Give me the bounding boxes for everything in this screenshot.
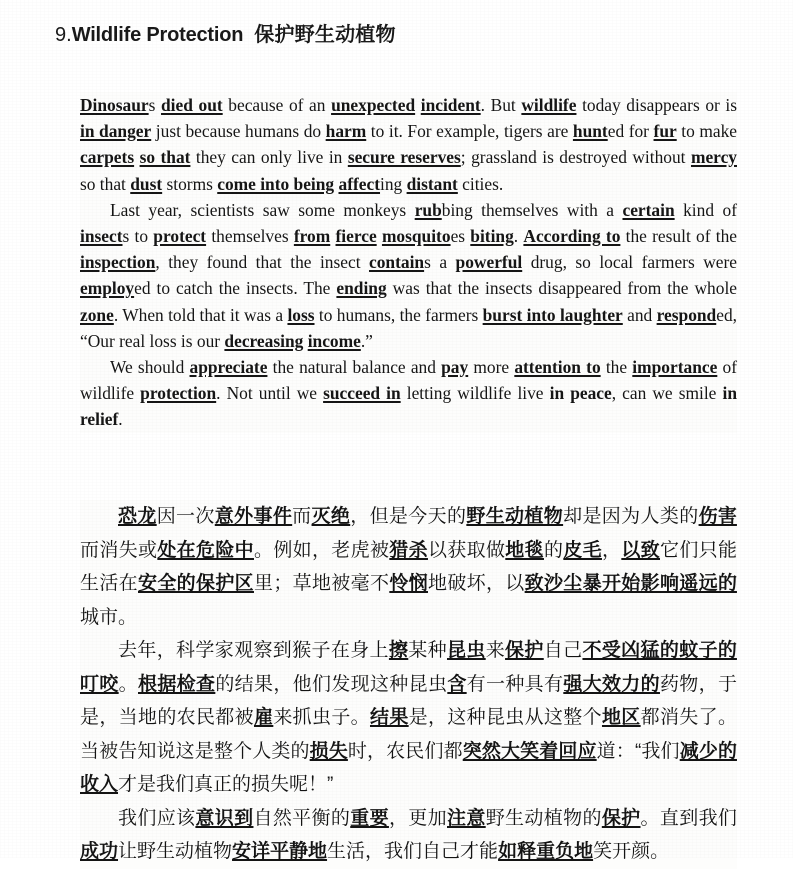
cn-keyword-ditan: 地毯 xyxy=(505,539,544,561)
keyword-died-out: died out xyxy=(161,95,223,115)
english-paragraph-2: Last year, scientists saw some monkeys rubbing themselves with a certain kind of insects to protect themselves from fierce mosquitoes biting. According to the result of the inspection, they found that the insect contains a powerful drug, so local farmers were employed to catch the insects. The ending was that the insects disappeared from the whole zone. When told that it was a loss to humans, the farmers burst into laughter and responded, “Our real loss is our decreasing income.” xyxy=(80,199,737,351)
cn-keyword-kunchong: 昆虫 xyxy=(446,640,486,661)
cn-keyword-qiangdaxiaolide: 强大效力的 xyxy=(563,673,660,695)
cn-keyword-liesha: 猎杀 xyxy=(389,539,428,561)
keyword-insects: insect xyxy=(80,226,123,247)
keyword-zone: zone xyxy=(80,304,114,325)
cn-keyword-chenggong: 成功 xyxy=(80,841,119,862)
cn-keyword-turandaxiaozhehuiying: 突然大笑着回应 xyxy=(462,740,597,762)
cn-keyword-gu: 雇 xyxy=(253,707,274,728)
cn-keyword-pimao: 皮毛 xyxy=(563,539,602,561)
cn-keyword-ca: 擦 xyxy=(388,640,409,661)
english-passage xyxy=(80,92,737,433)
cn-keyword-genjujiancha: 根据检查 xyxy=(138,673,216,695)
keyword-appreciate: appreciate xyxy=(189,357,268,378)
keyword-certain: certain xyxy=(622,199,675,220)
page-title-english: Wildlife Protection xyxy=(71,24,244,46)
cn-keyword-baohu: 保护 xyxy=(505,640,544,661)
keyword-powerful: powerful xyxy=(455,252,523,273)
keyword-burst-into-laughter: burst into laughter xyxy=(482,304,623,325)
cn-keyword-busoumeng: 不受凶猛的蚊子的叮咬 xyxy=(80,640,737,695)
keyword-fur: fur xyxy=(653,121,677,142)
cn-keyword-lianmin: 怜悯 xyxy=(389,573,428,594)
keyword-attention-to: attention to xyxy=(514,357,601,378)
chinese-paragraph-2: 去年，科学家观察到猴子在身上擦某种昆虫来保护自己不受凶猛的蚊子的叮咬。根据检查的结果，他们发现这种昆虫含有一种具有强大效力的药物，于是，当地的农民都被雇来抓虫子。结果是，这种昆虫从这整个地区都消失了。当被告知说这是整个人类的损失时，农民们都突然大笑着回应道：“我们减少的收入才是我们真正的损失呢！” xyxy=(80,640,737,795)
cn-keyword-jieguo: 结果 xyxy=(369,707,409,728)
keyword-secure-reserves: secure reserves xyxy=(347,147,461,168)
keyword-inspection: inspection xyxy=(80,252,156,273)
keyword-in-relief: in relief xyxy=(80,383,737,430)
keyword-fierce: fierce xyxy=(335,226,377,247)
english-paragraph-1: Dinosaurs died out because of an unexpected incident. But wildlife today disappears or is in danger just because humans do harm to it. For example, tigers are hunted for fur to make carpets so that they can only live in secure reserves; grassland is destroyed without mercy so that dust storms come into being affecting distant cities. xyxy=(80,95,738,194)
cn-keyword-jianshaodeshouru: 减少的收入 xyxy=(80,740,737,795)
cn-keyword-yizhi-1: 以致 xyxy=(621,539,660,561)
keyword-importance: importance xyxy=(632,357,718,378)
keyword-distant: distant xyxy=(406,173,458,194)
chinese-paragraph-3: 我们应该意识到自然平衡的重要，更加注意野生动植物的保护。直到我们成功让野生动植物安详平静地生活，我们自己才能如释重负地笑开颜。 xyxy=(80,807,737,862)
keyword-in-peace: in peace xyxy=(549,383,612,404)
keyword-dust: dust xyxy=(130,173,163,194)
keyword-decreasing: decreasing xyxy=(224,330,304,351)
keyword-according-to: According to xyxy=(523,226,621,247)
keyword-come-into-being: come into being xyxy=(217,173,335,194)
cn-keyword-diqu: 地区 xyxy=(601,707,641,728)
keyword-harm: harm xyxy=(325,121,367,142)
keyword-incident: incident xyxy=(420,95,481,115)
page-title-chinese: 保护野生动植物 xyxy=(254,24,396,46)
page-title-number: 9. xyxy=(55,24,72,46)
cn-keyword-yiwaishijian: 意外事件 xyxy=(214,506,293,527)
keyword-contain: contain xyxy=(369,252,425,273)
keyword-so-that: so that xyxy=(139,147,191,168)
keyword-ending: ending xyxy=(336,278,387,299)
keyword-employ: employ xyxy=(80,278,135,299)
keyword-income: income xyxy=(307,330,361,351)
keyword-wildlife: wildlife xyxy=(521,95,577,115)
cn-keyword-yeshengdongzhiwu: 野生动植物 xyxy=(466,506,564,527)
keyword-protect: protect xyxy=(153,226,207,247)
chinese-passage xyxy=(80,500,737,869)
cn-keyword-rushizhongfude: 如释重负地 xyxy=(498,841,594,862)
keyword-protection: protection xyxy=(140,383,217,404)
cn-keyword-han: 含 xyxy=(447,673,467,695)
keyword-succeed-in: succeed in xyxy=(323,383,401,404)
cn-keyword-baohu2: 保护 xyxy=(601,807,641,829)
keyword-pay: pay xyxy=(441,357,469,378)
cn-keyword-yizhi-2: 致沙尘暴开始影响遥远的 xyxy=(524,573,737,594)
keyword-hunt: hunt xyxy=(572,121,608,142)
keyword-affect: affect xyxy=(338,173,381,194)
keyword-unexpected: unexpected xyxy=(331,95,416,115)
cn-keyword-zhuyi: 注意 xyxy=(447,807,486,829)
cn-keyword-konglong: 恐龙 xyxy=(118,506,157,527)
keyword-carpets: carpets xyxy=(80,147,135,168)
keyword-in-danger: in danger xyxy=(80,121,152,142)
keyword-rub: rub xyxy=(414,199,442,220)
keyword-mosquito: mosquito xyxy=(381,226,451,247)
chinese-paragraph-1: 恐龙因一次意外事件而灭绝，但是今天的野生动植物却是因为人类的伤害而消失或处在危险中。例如，老虎被猎杀以获取做地毯的皮毛，以致它们只能生活在安全的保护区里；草地被毫不怜悯地破坏，以致沙尘暴开始影响遥远的城市。 xyxy=(80,506,737,628)
cn-keyword-miejue: 灭绝 xyxy=(311,506,351,527)
cn-keyword-yishidao: 意识到 xyxy=(195,807,254,829)
cn-keyword-anxiangpingjingde: 安详平静地 xyxy=(232,841,328,862)
keyword-from: from xyxy=(293,226,331,247)
keyword-respond: respond xyxy=(656,304,717,325)
keyword-dinosaur: Dinosaur xyxy=(80,95,149,115)
keyword-mercy: mercy xyxy=(690,147,737,168)
english-paragraph-3: We should appreciate the natural balance and pay more attention to the importance of wildlife protection. Not until we succeed in letting wildlife live in peace, can we smile in relief. xyxy=(80,357,737,430)
page-title xyxy=(55,22,755,48)
cn-keyword-sunshi: 损失 xyxy=(309,740,348,762)
keyword-loss: loss xyxy=(287,304,315,325)
cn-keyword-anquandebaohuqu: 安全的保护区 xyxy=(138,573,254,594)
cn-keyword-zhongyao: 重要 xyxy=(350,807,389,829)
cn-keyword-chuzaiweixianzhong: 处在危险中 xyxy=(157,539,254,561)
cn-keyword-shanghai: 伤害 xyxy=(698,506,737,527)
keyword-biting: biting xyxy=(470,226,514,247)
